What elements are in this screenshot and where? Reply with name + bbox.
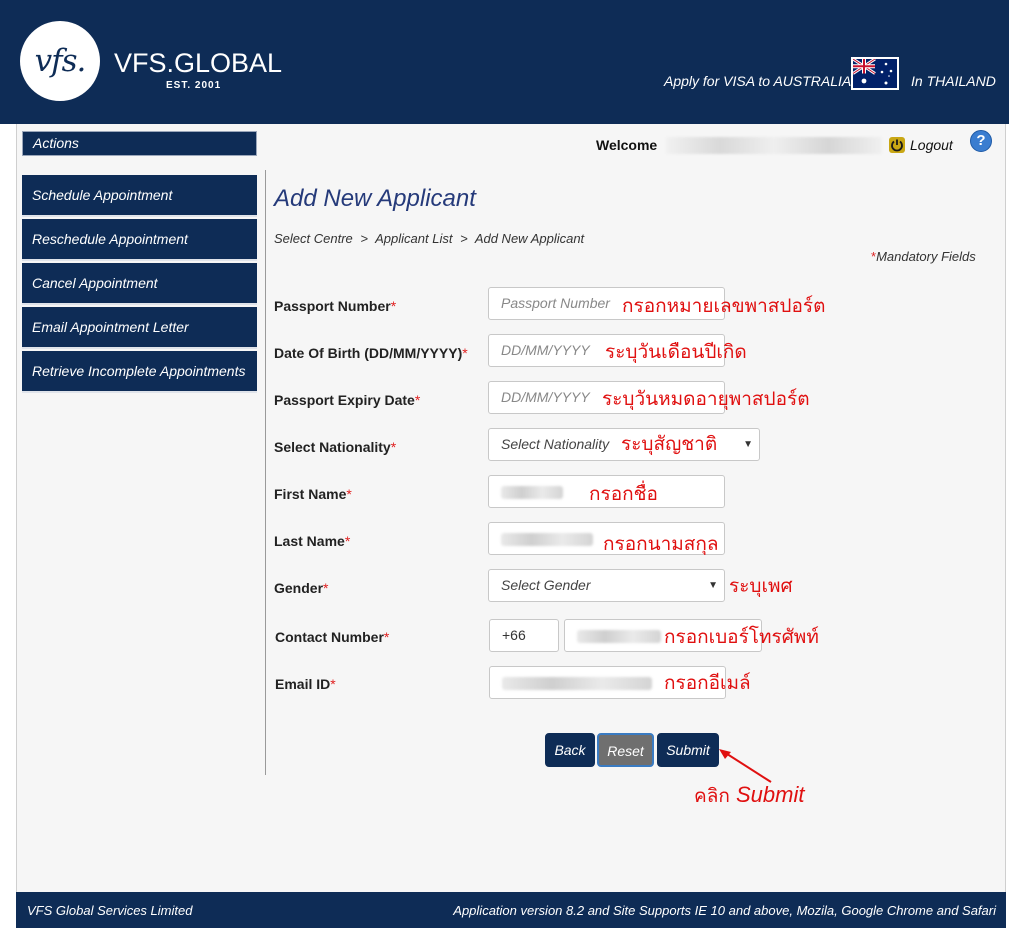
sidebar-item-retrieve-incomplete[interactable]: Retrieve Incomplete Appointments [22,351,257,393]
click-annotation-thai: คลิก [694,785,730,807]
chevron-down-icon: ▼ [708,580,718,591]
vfs-logo[interactable] [20,21,100,101]
apply-visa-text: Apply for VISA to AUSTRALIA [664,73,852,89]
breadcrumb-add-new-applicant: Add New Applicant [474,231,585,246]
sidebar-item-schedule-appointment[interactable]: Schedule Appointment [22,175,257,217]
vertical-divider [265,170,266,775]
site-footer [16,892,1006,928]
breadcrumb-applicant-list[interactable]: Applicant List [375,231,453,246]
email-label [275,676,336,692]
hint-nationality: ระบุสัญชาติ [621,433,718,455]
first-name-value-redacted [501,486,563,499]
footer-version-info: Application version 8.2 and Site Supports IE 10 and above, Mozila, Google Chrome and Safari [453,903,996,918]
user-name-redacted [666,137,882,154]
nationality-selected-value: Select Nationality [501,436,610,452]
required-star: * [383,629,390,645]
breadcrumb [274,231,588,246]
click-annotation-english: Submit [735,782,805,807]
required-star: * [390,298,397,314]
submit-button[interactable]: Submit [657,733,719,767]
sidebar-item-email-appointment-letter[interactable]: Email Appointment Letter [22,307,257,349]
country-code-input[interactable]: +66 [489,619,559,652]
chevron-down-icon: ▼ [743,439,753,450]
logo-text: vfs. [34,43,86,79]
dob-input[interactable]: DD/MM/YYYY [488,334,725,367]
email-value-redacted [502,677,652,690]
required-star: * [462,345,468,361]
passport-number-label [274,298,396,314]
gender-label [274,580,328,596]
hint-contact-number: กรอกเบอร์โทรศัพท์ [664,626,819,648]
breadcrumb-separator: > [360,231,368,246]
sidebar-actions-header: Actions [22,131,257,156]
dob-label [274,345,468,361]
first-name-label [274,486,352,502]
label-text: Email ID [275,676,331,692]
label-text: Gender [274,580,324,596]
required-star: * [414,392,421,408]
required-star: * [323,580,329,596]
label-text: Last Name [274,533,345,549]
breadcrumb-select-centre[interactable]: Select Centre [274,231,353,246]
last-name-value-redacted [501,533,593,546]
label-text: First Name [274,486,347,502]
hint-gender: ระบุเพศ [729,575,793,597]
logout-link[interactable]: Logout [910,137,953,153]
footer-company: VFS Global Services Limited [27,903,193,918]
nationality-label [274,439,396,455]
click-submit-annotation [694,781,804,811]
hint-dob: ระบุวันเดือนปีเกิด [605,341,747,363]
last-name-label [274,533,350,549]
australia-flag-icon [851,57,899,90]
hint-passport-number: กรอกหมายเลขพาสปอร์ต [622,295,826,317]
back-button[interactable]: Back [545,733,595,767]
hint-first-name: กรอกชื่อ [589,483,658,505]
mandatory-star: * [871,249,877,264]
required-star: * [330,676,336,692]
passport-expiry-input[interactable]: DD/MM/YYYY [488,381,725,414]
brand-name: VFS.GLOBAL [114,48,283,78]
label-text: Passport Number [274,298,391,314]
hint-last-name: กรอกนามสกุล [603,533,719,555]
label-text: Passport Expiry Date [274,392,415,408]
gender-select[interactable] [488,569,725,602]
page-title: Add New Applicant [274,185,476,212]
contact-number-value-redacted [577,630,661,643]
brand-established: EST. 2001 [166,80,222,91]
label-text: Date Of Birth (DD/MM/YYYY) [274,345,463,361]
sidebar-item-cancel-appointment[interactable]: Cancel Appointment [22,263,257,305]
power-icon[interactable] [889,137,905,153]
hint-passport-expiry: ระบุวันหมดอายุพาสปอร์ต [602,388,810,410]
mandatory-text: Mandatory Fields [876,249,976,264]
required-star: * [346,486,352,502]
label-text: Select Nationality [274,439,391,455]
passport-expiry-label [274,392,420,408]
passport-number-input[interactable]: Passport Number [488,287,725,320]
help-icon[interactable]: ? [970,130,992,152]
sidebar-item-reschedule-appointment[interactable]: Reschedule Appointment [22,219,257,261]
country-text: In THAILAND [911,73,996,89]
welcome-label: Welcome [596,137,658,153]
hint-email: กรอกอีเมล์ [664,672,751,694]
breadcrumb-separator: > [460,231,468,246]
gender-selected-value: Select Gender [501,577,591,593]
site-header [0,0,1009,124]
required-star: * [344,533,351,549]
label-text: Contact Number [275,629,384,645]
mandatory-fields-note [871,249,976,264]
contact-number-label [275,629,389,645]
reset-button[interactable]: Reset [597,733,654,767]
required-star: * [390,439,397,455]
